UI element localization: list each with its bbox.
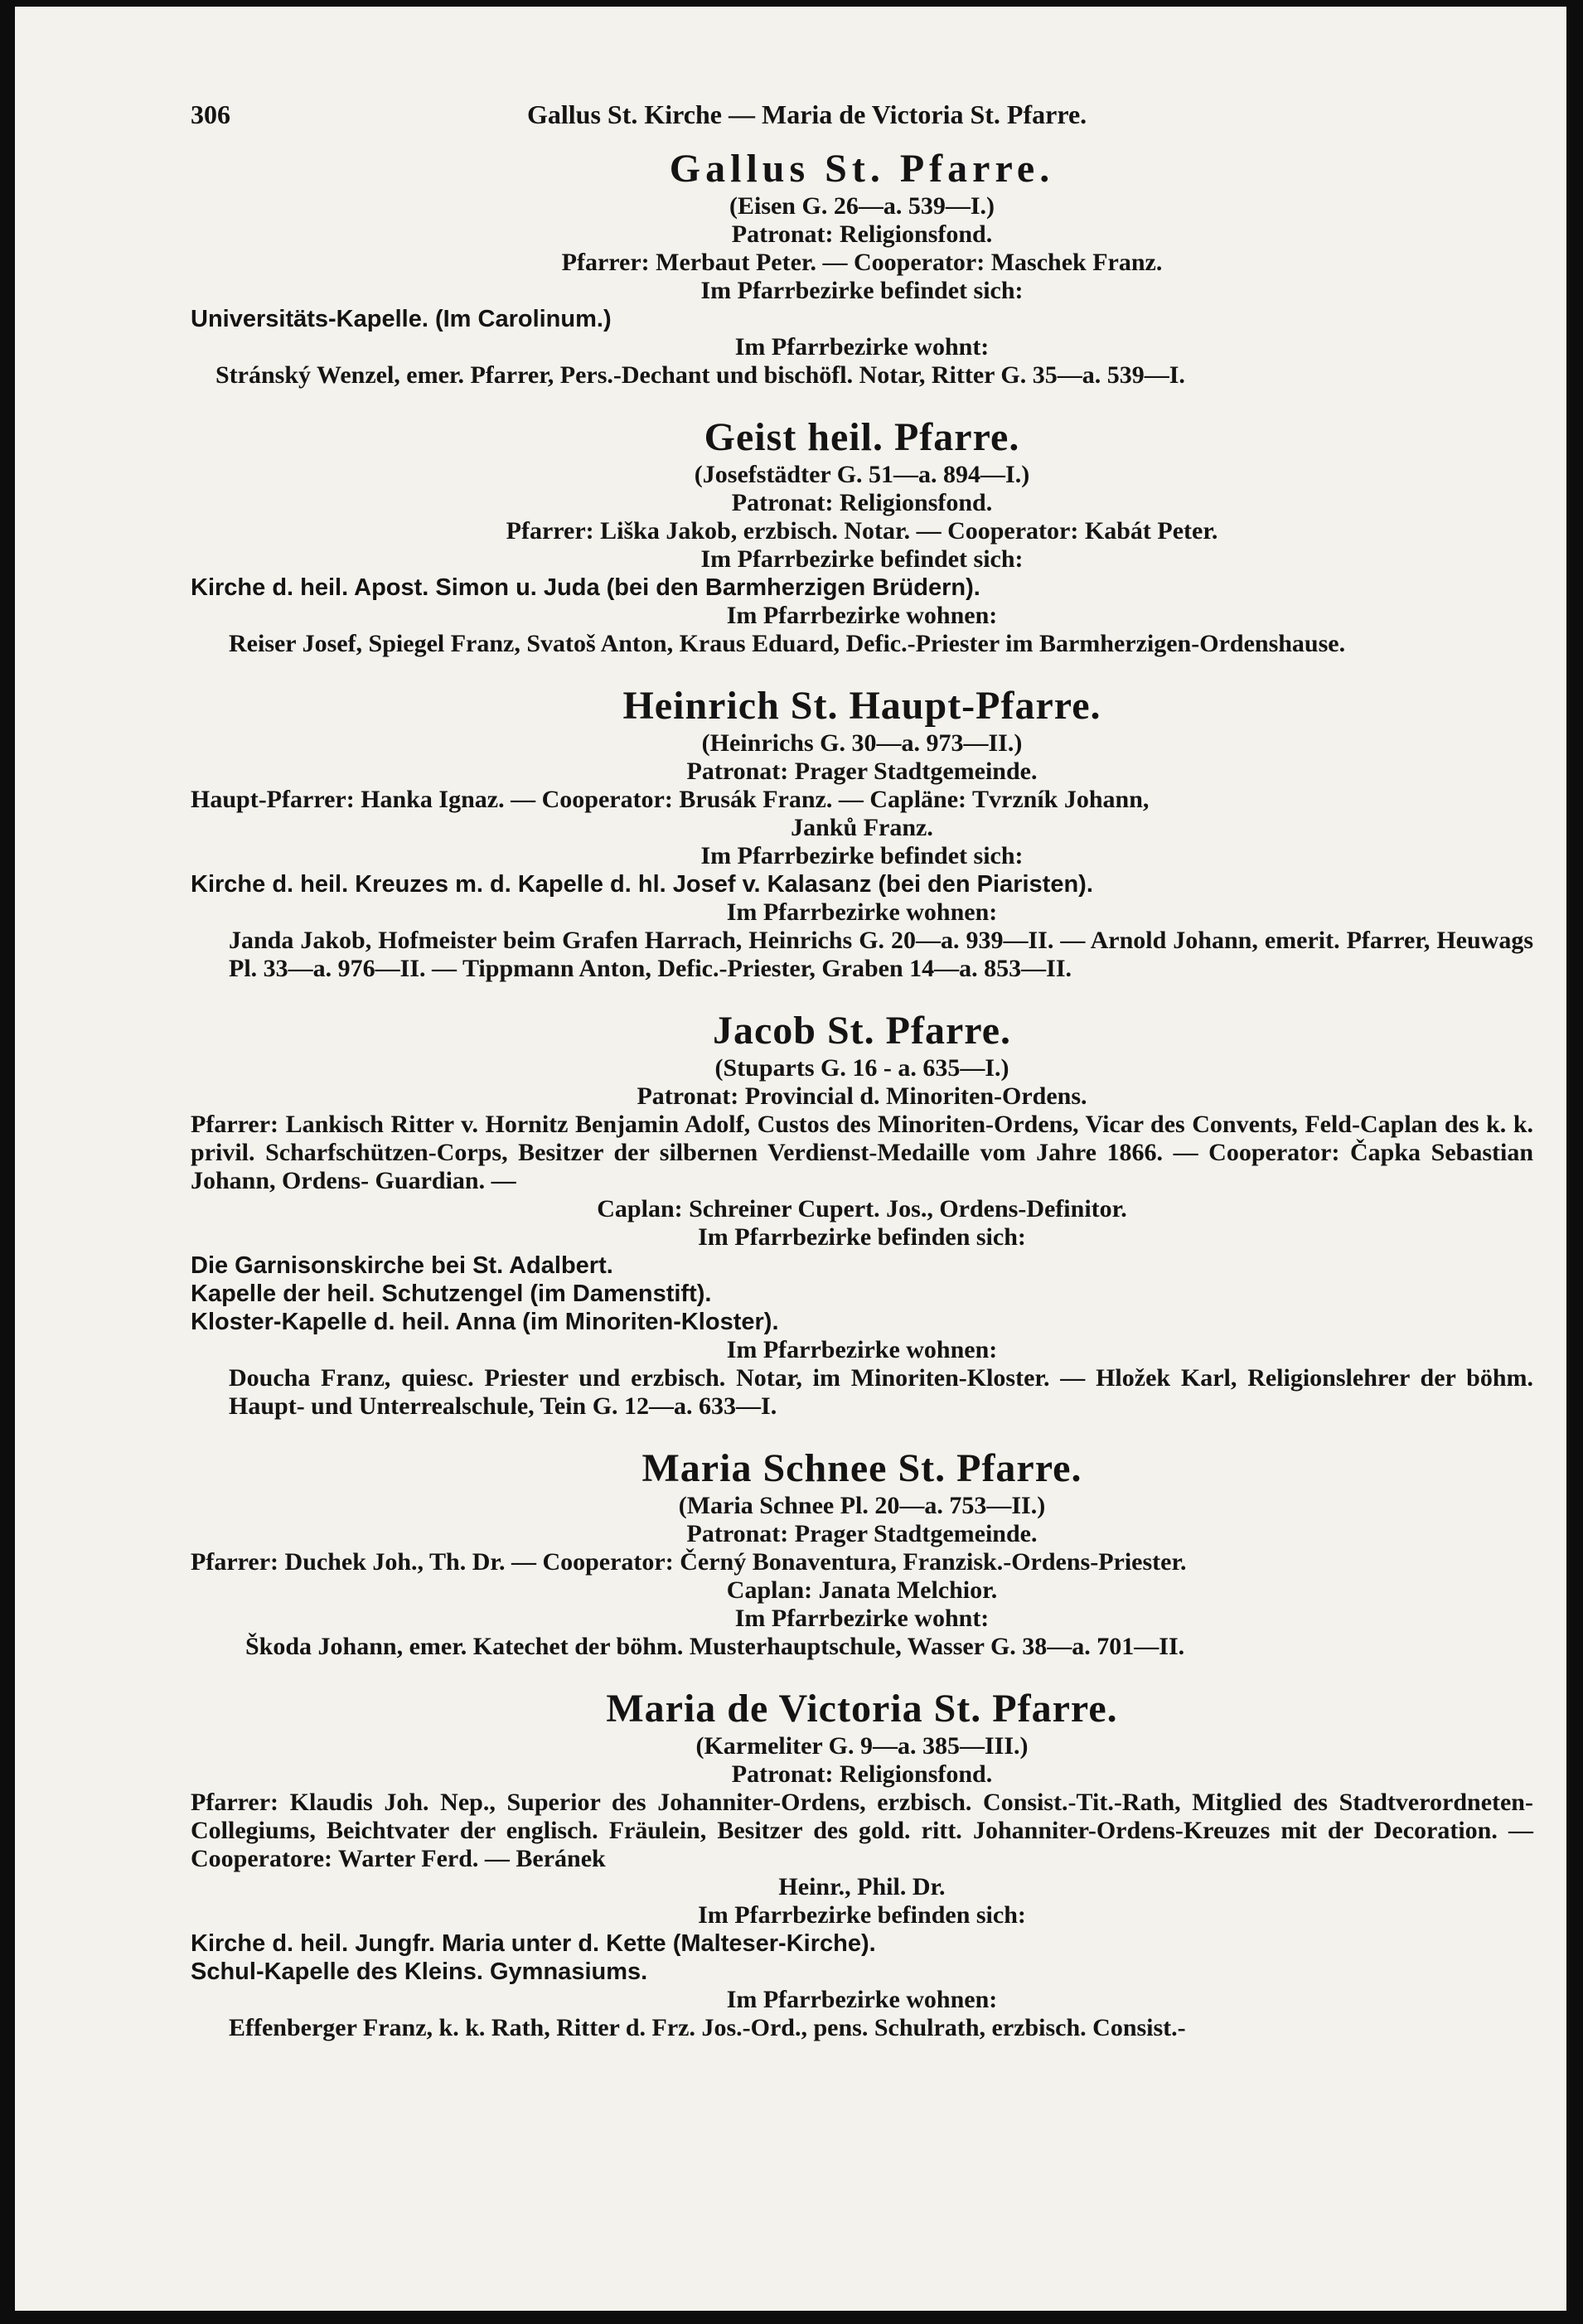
- section-heinrich: [191, 683, 1533, 983]
- section-maria-schnee: [191, 1445, 1533, 1661]
- section-title: Maria Schnee St. Pfarre.: [641, 1446, 1082, 1490]
- clergy-line: Pfarrer: Liška Jakob, erzbisch. Notar. — Cooperator: Kabát Peter.: [506, 517, 1218, 545]
- patronat-line: Patronat: Religionsfond.: [731, 489, 993, 516]
- clergy-line-cont: Janků Franz.: [791, 814, 933, 841]
- section-maria-de-victoria: [191, 1686, 1533, 2042]
- subheading: Im Pfarrbezirke wohnt:: [734, 1605, 990, 1632]
- section-title: Geist heil. Pfarre.: [704, 415, 1020, 459]
- section-address: (Heinrichs G. 30—a. 973—II.): [701, 729, 1023, 757]
- subheading: Im Pfarrbezirke wohnen:: [726, 602, 998, 629]
- subheading: Im Pfarrbezirke wohnen:: [726, 1336, 998, 1363]
- subheading: Im Pfarrbezirke befindet sich:: [700, 842, 1024, 869]
- patronat-line: Patronat: Prager Stadtgemeinde.: [686, 1520, 1038, 1547]
- subheading: Im Pfarrbezirke befindet sich:: [700, 277, 1024, 304]
- book-page: [15, 7, 1566, 2311]
- patronat-line: Patronat: Religionsfond.: [731, 220, 993, 248]
- clergy-line: Pfarrer: Merbaut Peter. — Cooperator: Maschek Franz.: [561, 249, 1163, 276]
- chapel-line: Universitäts-Kapelle. (Im Carolinum.): [191, 306, 612, 332]
- clergy-line: Haupt-Pfarrer: Hanka Ignaz. — Cooperator: Brusák Franz. — Capläne: Tvrzník Johann,: [191, 786, 1150, 813]
- subheading: Im Pfarrbezirke befinden sich:: [698, 1901, 1026, 1929]
- section-address: (Maria Schnee Pl. 20—a. 753—II.): [678, 1492, 1046, 1519]
- section-gallus: [191, 146, 1533, 390]
- chapel-line: Kirche d. heil. Apost. Simon u. Juda (bei den Barmherzigen Brüdern).: [191, 574, 980, 601]
- clergy-line: Pfarrer: Duchek Joh., Th. Dr. — Cooperator: Černý Bonaventura, Franzisk.-Ordens-Priester.: [191, 1548, 1187, 1576]
- section-title: Maria de Victoria St. Pfarre.: [606, 1687, 1118, 1731]
- resident-line: Škoda Johann, emer. Katechet der böhm. Musterhauptschule, Wasser G. 38—a. 701—II.: [245, 1633, 1185, 1660]
- chapel-line: Kirche d. heil. Kreuzes m. d. Kapelle d. hl. Josef v. Kalasanz (bei den Piaristen).: [191, 871, 1093, 898]
- chapel-line: Kirche d. heil. Jungfr. Maria unter d. Kette (Malteser-Kirche).: [191, 1930, 876, 1957]
- section-title: Heinrich St. Haupt-Pfarre.: [622, 684, 1101, 728]
- page-number: 306: [191, 99, 230, 129]
- caplan-line: Caplan: Schreiner Cupert. Jos., Ordens-Definitor.: [597, 1195, 1127, 1223]
- section-address: (Stuparts G. 16 - a. 635—I.): [714, 1054, 1009, 1082]
- caplan-line: Caplan: Janata Melchior.: [726, 1576, 998, 1604]
- running-title: Gallus St. Kirche — Maria de Victoria St. Pfarre.: [527, 99, 1087, 129]
- clergy-line-cont: Heinr., Phil. Dr.: [778, 1873, 946, 1900]
- patronat-line: Patronat: Religionsfond.: [731, 1760, 993, 1788]
- page-content: [191, 90, 1533, 2042]
- subheading: Im Pfarrbezirke befindet sich:: [700, 545, 1024, 573]
- resident-line: Effenberger Franz, k. k. Rath, Ritter d. Frz. Jos.-Ord., pens. Schulrath, erzbisch. Consist.-: [229, 2014, 1186, 2041]
- subheading: Im Pfarrbezirke wohnen:: [726, 1986, 998, 2013]
- running-head: [191, 90, 1533, 139]
- resident-line: Doucha Franz, quiesc. Priester und erzbisch. Notar, im Minoriten-Kloster. — Hložek Karl, Religionslehrer der böhm. Haupt- und Unterrealschule, Tein G. 12—a. 633—I.: [229, 1364, 1533, 1420]
- clergy-line: Pfarrer: Klaudis Joh. Nep., Superior des Johanniter-Ordens, erzbisch. Consist.-Tit.-Rath, Mitglied des Stadtverordneten-Collegiums, Beichtvater der englisch. Fräulein, Besitzer des gold. ritt. Johanniter-Ordens-Kreuzes mit der Decoration. — Cooperatore: Warter Ferd. — Beránek: [191, 1789, 1533, 1872]
- resident-line: Stránský Wenzel, emer. Pfarrer, Pers.-Dechant und bischöfl. Notar, Ritter G. 35—a. 539—I.: [215, 361, 1185, 389]
- subheading: Im Pfarrbezirke befinden sich:: [698, 1223, 1026, 1251]
- section-geist: [191, 414, 1533, 658]
- section-title: Jacob St. Pfarre.: [712, 1009, 1012, 1053]
- section-title: Gallus St. Pfarre.: [669, 147, 1055, 191]
- section-address: (Eisen G. 26—a. 539—I.): [729, 192, 995, 220]
- subheading: Im Pfarrbezirke wohnt:: [734, 333, 990, 361]
- chapel-line: Kloster-Kapelle d. heil. Anna (im Minoriten-Kloster).: [191, 1309, 779, 1335]
- patronat-line: Patronat: Provincial d. Minoriten-Ordens.: [637, 1082, 1087, 1110]
- chapel-line: Die Garnisonskirche bei St. Adalbert.: [191, 1252, 613, 1279]
- clergy-line: Pfarrer: Lankisch Ritter v. Hornitz Benjamin Adolf, Custos des Minoriten-Ordens, Vicar des Convents, Feld-Caplan des k. k. privil. Scharfschützen-Corps, Besitzer der silbernen Verdienst-Medaille vom Jahre 1866. — Cooperator: Čapka Sebastian Johann, Ordens- Guardian. —: [191, 1111, 1533, 1194]
- resident-line: Janda Jakob, Hofmeister beim Grafen Harrach, Heinrichs G. 20—a. 939—II. — Arnold Johann, emerit. Pfarrer, Heuwags Pl. 33—a. 976—II. — Tippmann Anton, Defic.-Priester, Graben 14—a. 853—II.: [229, 927, 1533, 982]
- subheading: Im Pfarrbezirke wohnen:: [726, 898, 998, 926]
- patronat-line: Patronat: Prager Stadtgemeinde.: [686, 758, 1038, 785]
- section-address: (Karmeliter G. 9—a. 385—III.): [695, 1732, 1029, 1760]
- section-address: (Josefstädter G. 51—a. 894—I.): [694, 461, 1030, 488]
- resident-line: Reiser Josef, Spiegel Franz, Svatoš Anton, Kraus Eduard, Defic.-Priester im Barmherzigen-Ordenshause.: [229, 630, 1346, 657]
- chapel-line: Schul-Kapelle des Kleins. Gymnasiums.: [191, 1958, 648, 1985]
- section-jacob: [191, 1008, 1533, 1421]
- chapel-line: Kapelle der heil. Schutzengel (im Damenstift).: [191, 1281, 712, 1307]
